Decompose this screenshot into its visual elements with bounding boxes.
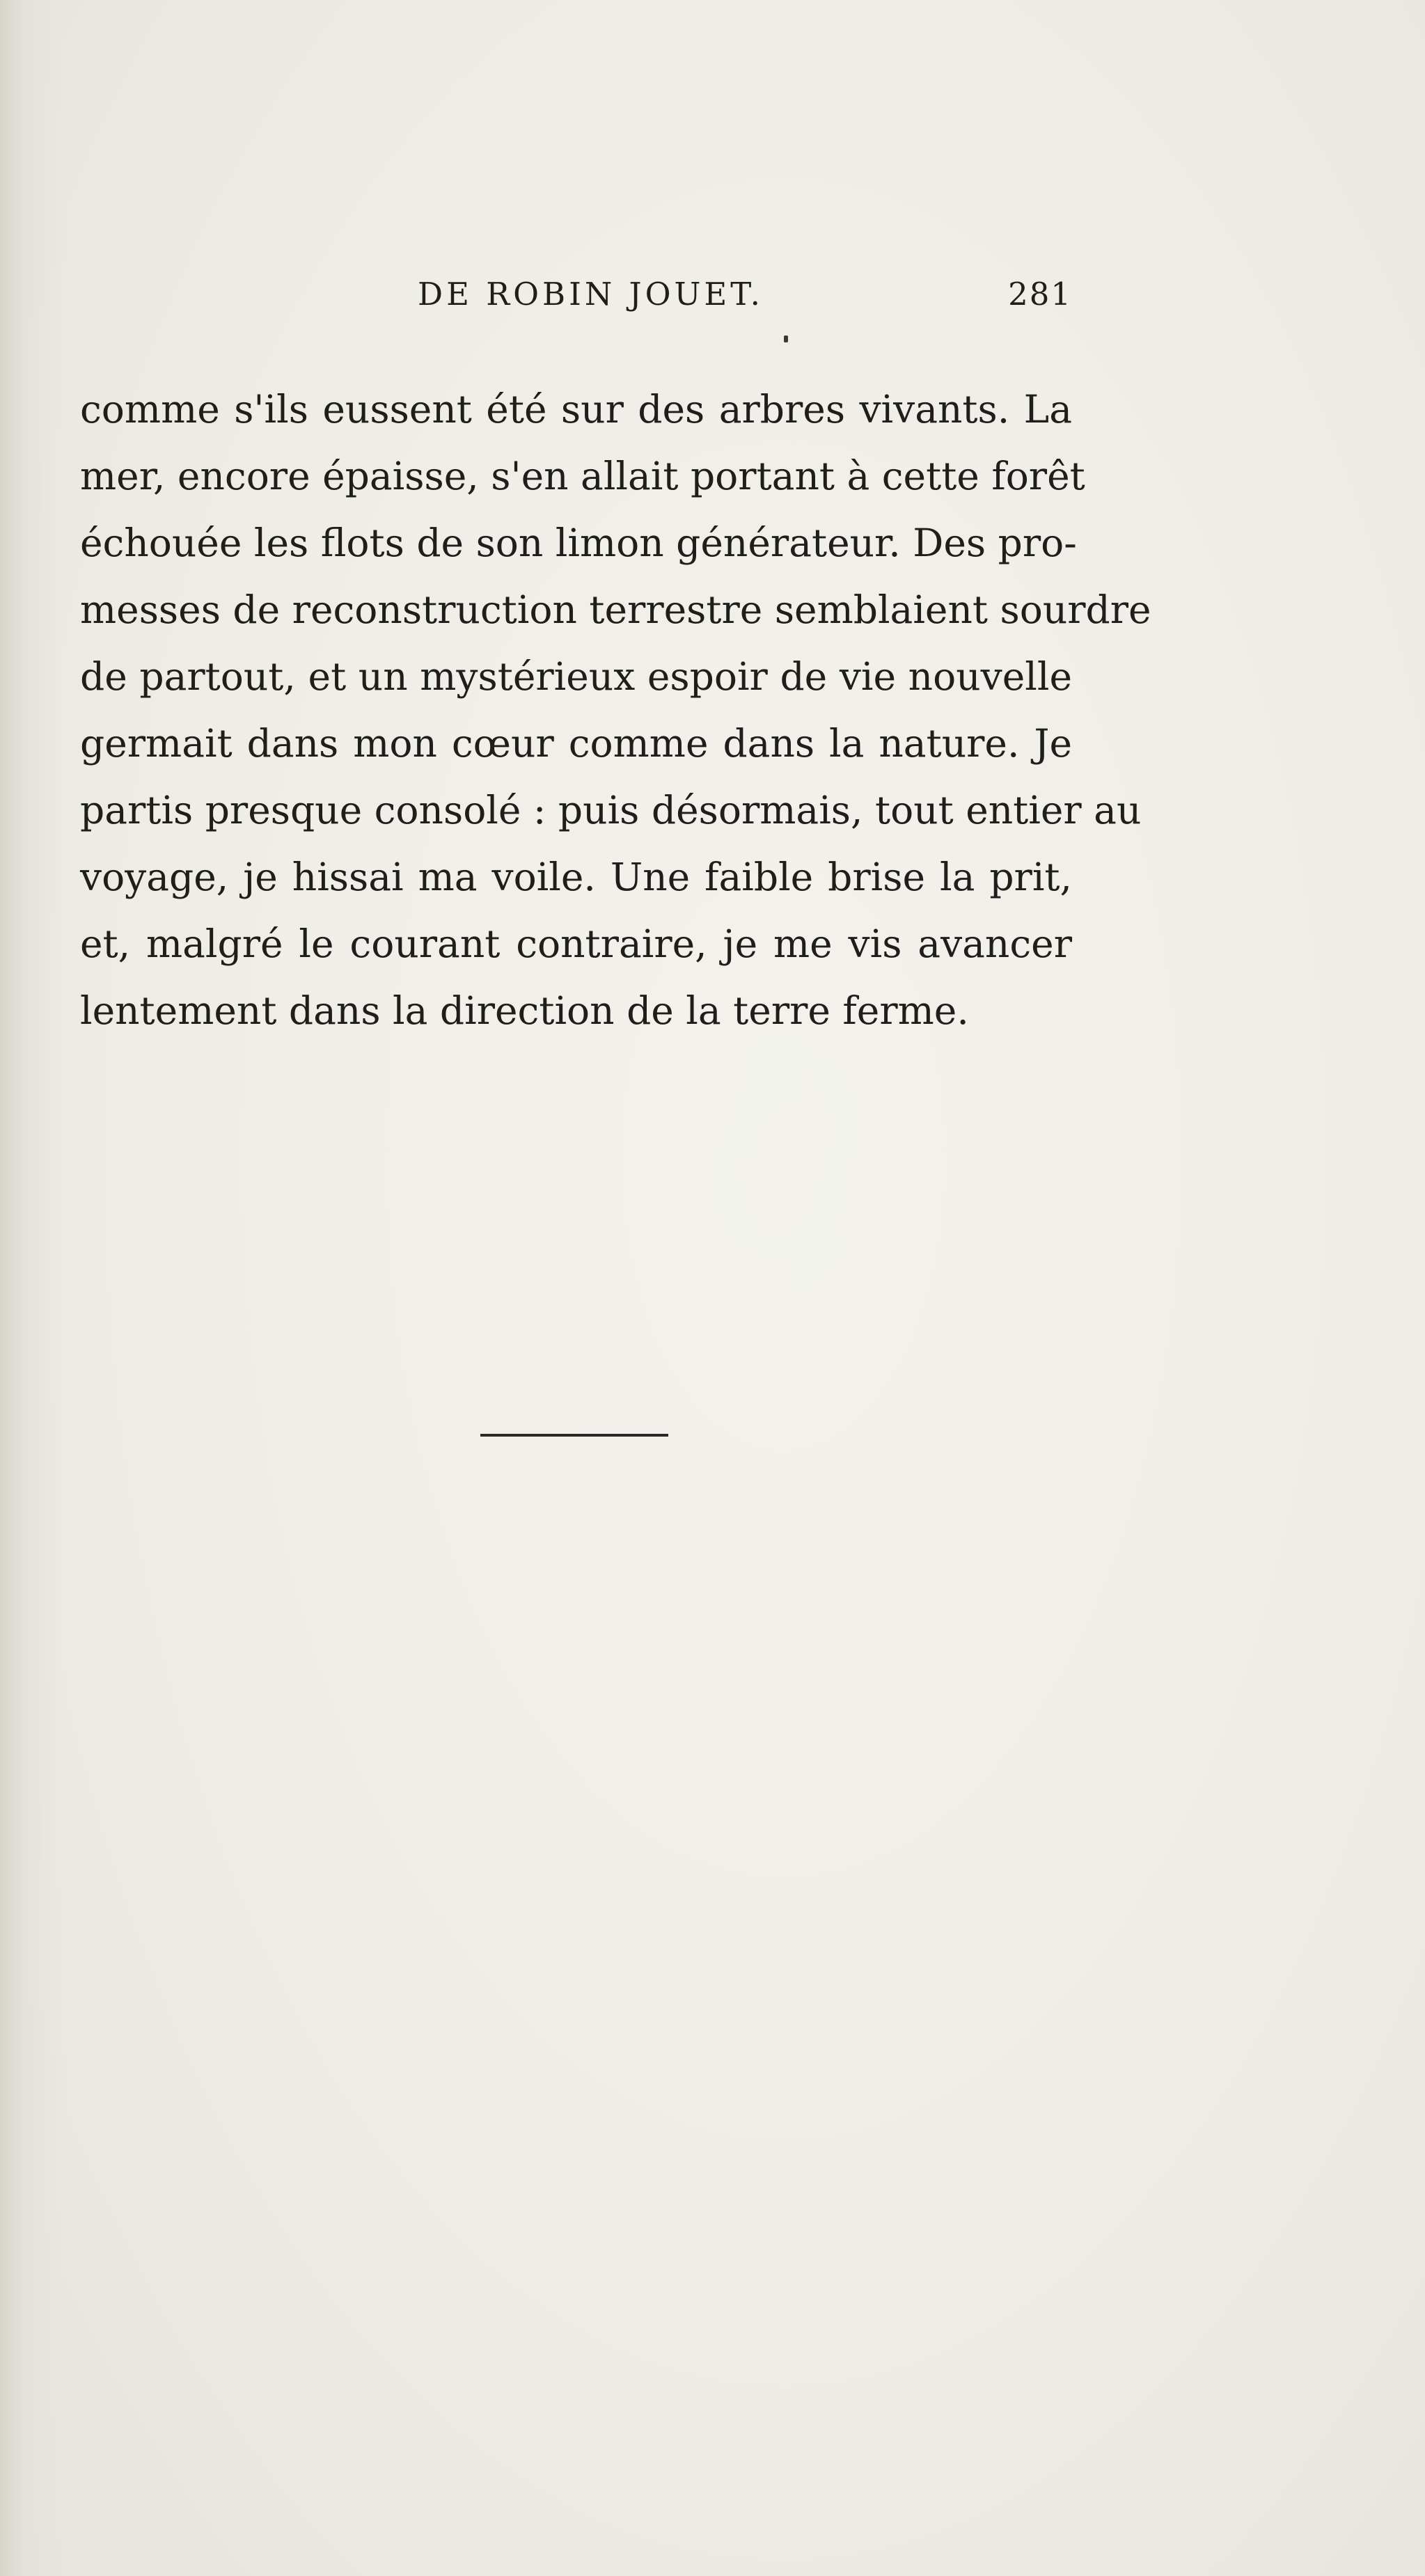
section-end-rule	[480, 1434, 668, 1437]
text-line: échouée les flots de son limon générateur. Des pro-	[80, 521, 1077, 565]
page-number: 281	[1008, 276, 1072, 313]
text-line: messes de reconstruction terrestre semblaient sourdre	[80, 587, 1151, 632]
text-line: partis presque consolé : puis désormais, tout entier au	[80, 788, 1142, 832]
running-header	[80, 274, 1072, 315]
text-line: mer, encore épaisse, s'en allait portant à cette forêt	[80, 454, 1085, 498]
text-line: voyage, je hissai ma voile. Une faible brise la prit,	[80, 855, 1072, 899]
body-paragraph	[80, 376, 1151, 1044]
text-line: lentement dans la direction de la terre ferme.	[80, 988, 969, 1033]
binding-shadow	[0, 0, 63, 2576]
text-line: comme s'ils eussent été sur des arbres vivants. La	[80, 387, 1072, 432]
text-line: et, malgré le courant contraire, je me vis avancer	[80, 922, 1072, 966]
running-title: DE ROBIN JOUET.	[418, 276, 764, 313]
ink-speck	[784, 335, 788, 342]
text-line: germait dans mon cœur comme dans la nature. Je	[80, 721, 1072, 766]
text-line: de partout, et un mystérieux espoir de vie nouvelle	[80, 654, 1072, 699]
